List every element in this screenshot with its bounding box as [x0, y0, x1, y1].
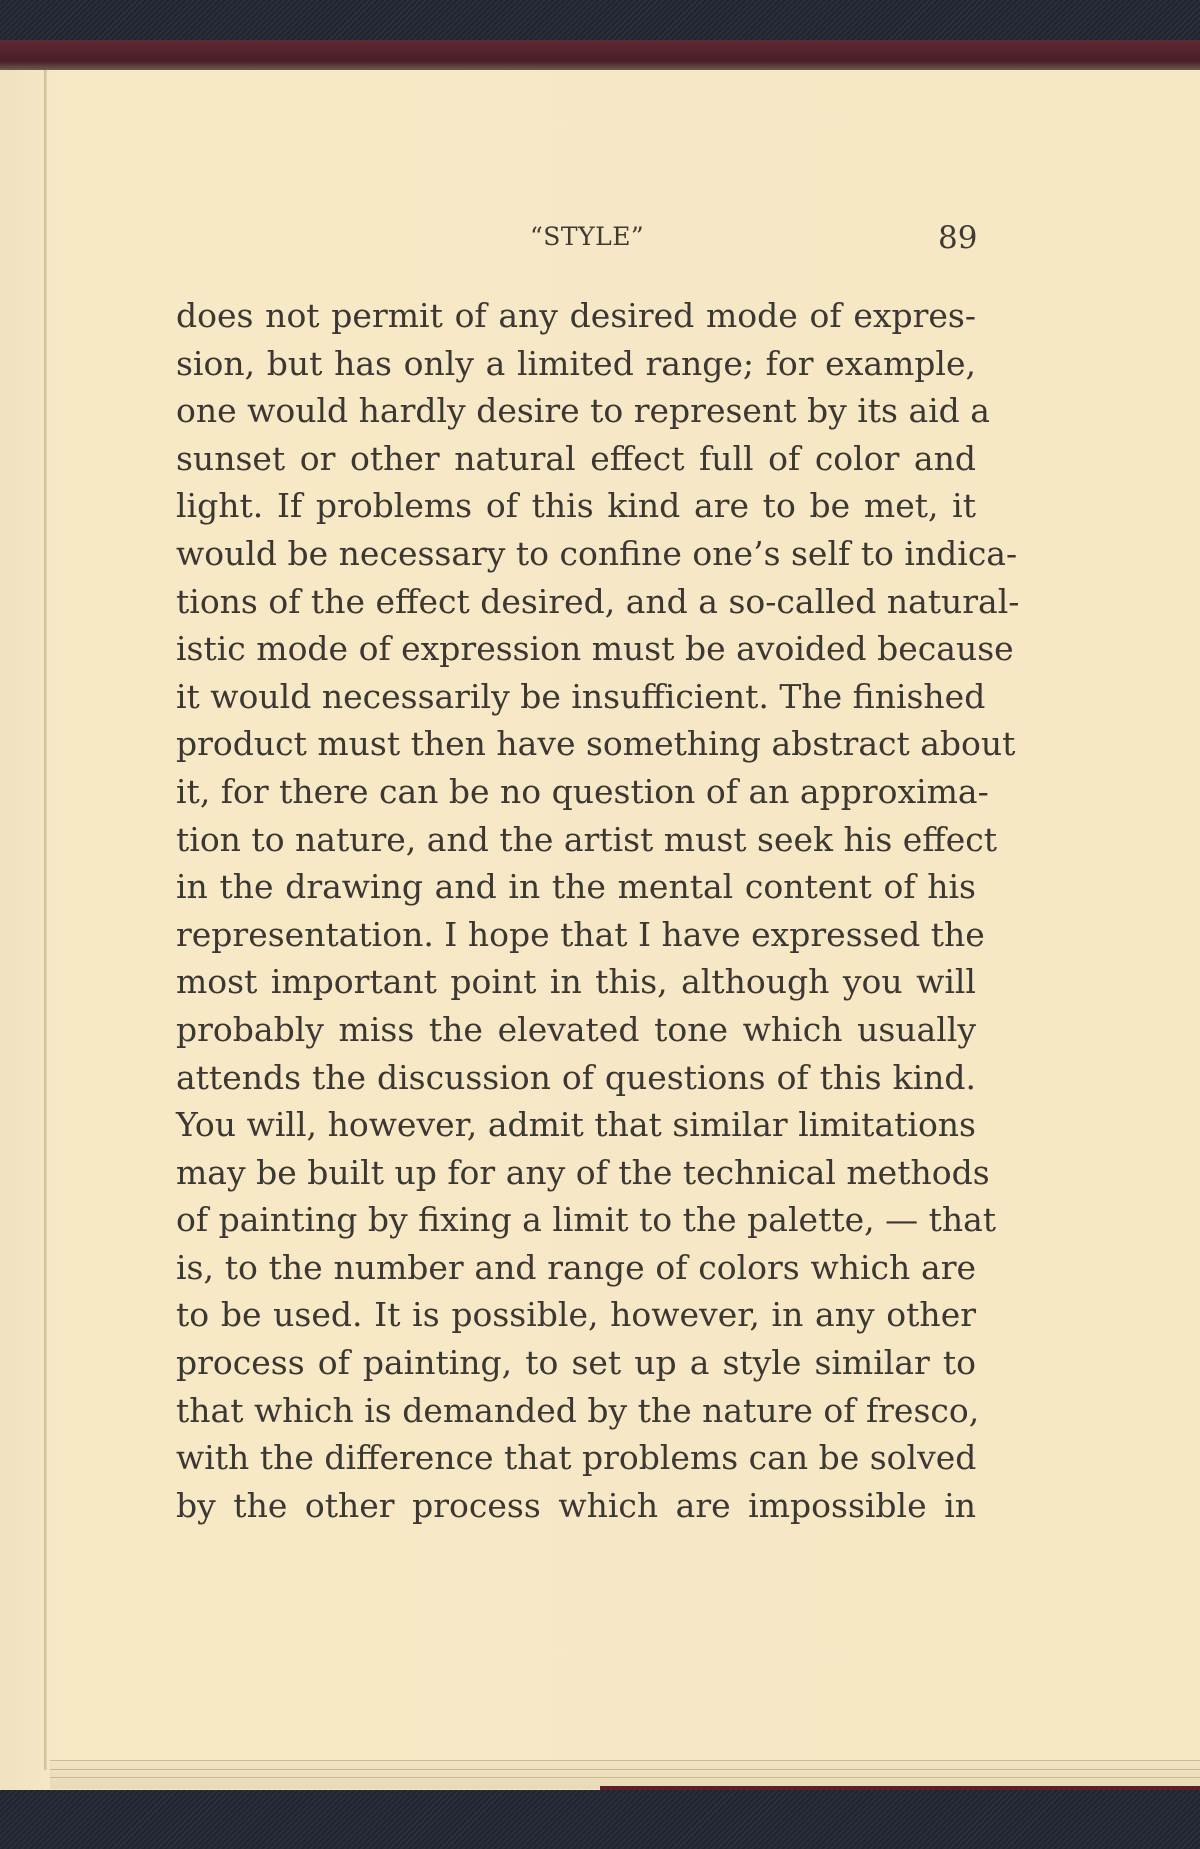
- text-line: probably miss the elevated tone which usually: [176, 1009, 976, 1049]
- page-edges-bottom: [50, 1760, 1200, 1789]
- running-head-title: “STYLE”: [530, 222, 645, 251]
- text-line: it, for there can be no question of an approxima-: [176, 771, 989, 811]
- running-head: [0, 222, 1200, 262]
- page-number: 89: [938, 220, 978, 256]
- text-line: is, to the number and range of colors which are: [176, 1247, 976, 1287]
- text-line: by the other process which are impossible in: [176, 1485, 976, 1525]
- binding-band-top: [0, 40, 1200, 70]
- text-line: one would hardly desire to represent by its aid a: [176, 391, 990, 431]
- text-line: product must then have something abstract about: [176, 724, 1016, 764]
- text-line: would be necessary to confine one’s self to indica-: [176, 533, 1018, 573]
- book-cover-cloth-bottom: [0, 1790, 1200, 1849]
- text-line: light. If problems of this kind are to be met, it: [176, 486, 976, 526]
- text-line: attends the discussion of questions of this kind.: [176, 1057, 976, 1097]
- text-line: with the difference that problems can be solved: [176, 1438, 977, 1478]
- text-line: may be built up for any of the technical methods: [176, 1152, 990, 1192]
- text-line: that which is demanded by the nature of fresco,: [176, 1390, 980, 1430]
- text-line: to be used. It is possible, however, in any other: [176, 1295, 976, 1335]
- text-line: process of painting, to set up a style similar to: [176, 1343, 976, 1383]
- page-gutter: [44, 70, 47, 1770]
- text-line: sunset or other natural effect full of color and: [176, 438, 976, 478]
- body-text: [176, 292, 1020, 1529]
- text-line: istic mode of expression must be avoided because: [176, 629, 1014, 669]
- text-line: You will, however, admit that similar limitations: [176, 1105, 976, 1145]
- text-line: it would necessarily be insufficient. The finished: [176, 676, 986, 716]
- text-line: tion to nature, and the artist must seek his effect: [176, 819, 997, 859]
- text-line: tions of the effect desired, and a so-called natural-: [176, 581, 1020, 621]
- text-line: sion, but has only a limited range; for example,: [176, 343, 976, 383]
- text-line: most important point in this, although you will: [176, 962, 976, 1002]
- text-line: representation. I hope that I have expressed the: [176, 914, 985, 954]
- book-cover-cloth-top: [0, 0, 1200, 40]
- text-line: does not permit of any desired mode of expres-: [176, 296, 976, 335]
- text-line: of painting by fixing a limit to the palette, — that: [176, 1200, 997, 1240]
- text-line: in the drawing and in the mental content of his: [176, 867, 976, 907]
